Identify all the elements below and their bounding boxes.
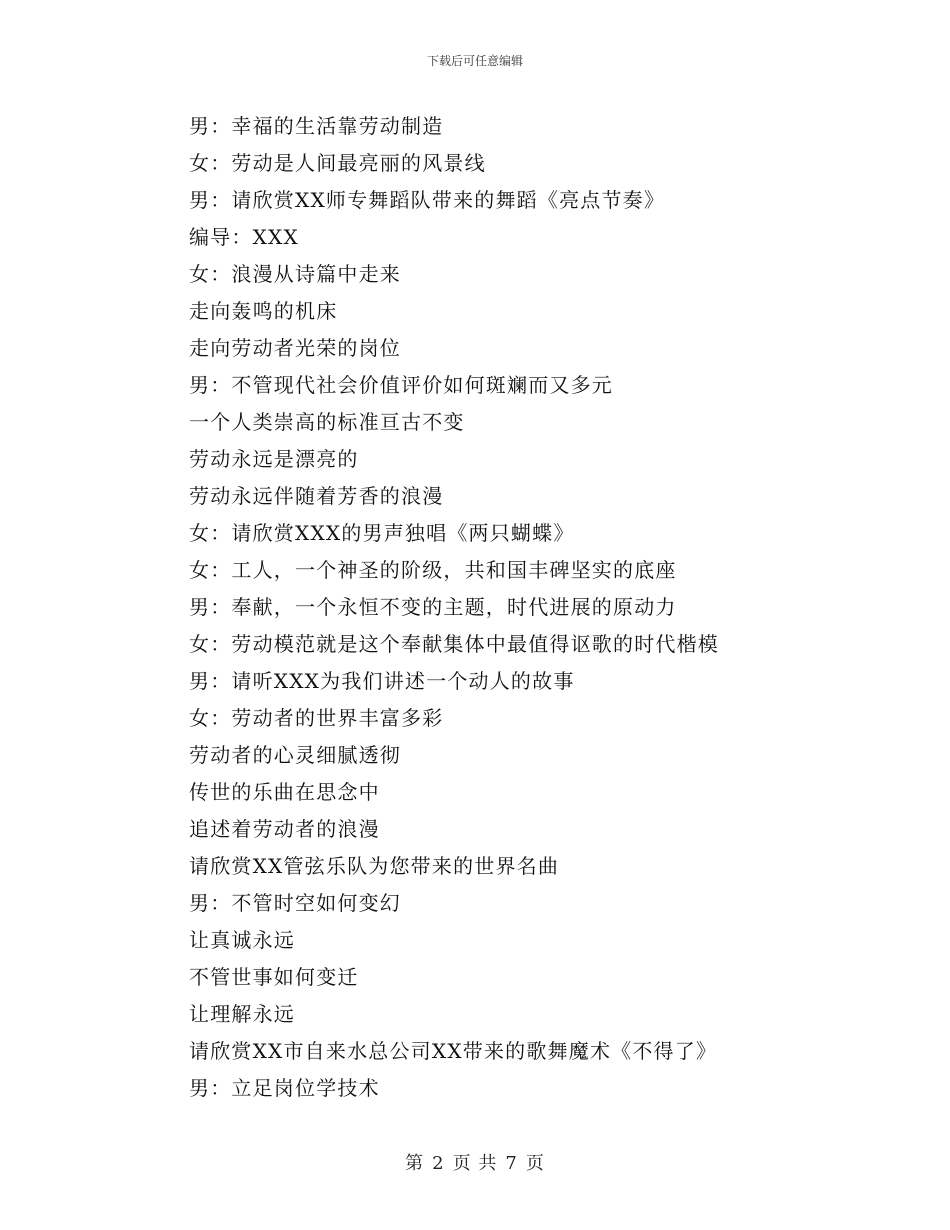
text-line: 一个人类崇高的标准亘古不变 [189, 410, 465, 434]
text-line: 走向劳动者光荣的岗位 [189, 336, 401, 360]
text-line: 男：请听XXX为我们讲述一个动人的故事 [189, 669, 575, 693]
text-line: 追述着劳动者的浪漫 [189, 817, 380, 841]
page-number-suffix: 页 [525, 1153, 545, 1174]
text-line: 女：浪漫从诗篇中走来 [189, 262, 401, 286]
page-number-current: 2 [432, 1153, 445, 1174]
text-line: 男：不管时空如何变幻 [189, 891, 401, 915]
page-number [0, 1152, 950, 1176]
text-line: 男：不管现代社会价值评价如何斑斓而又多元 [189, 373, 613, 397]
text-line: 请欣赏XX管弦乐队为您带来的世界名曲 [189, 854, 560, 878]
text-line: 女：劳动模范就是这个奉献集体中最值得讴歌的时代楷模 [189, 632, 719, 656]
text-line: 男：立足岗位学技术 [189, 1076, 380, 1100]
text-line: 劳动永远是漂亮的 [189, 447, 359, 471]
text-line: 请欣赏XX市自来水总公司XX带来的歌舞魔术《不得了》 [189, 1039, 718, 1063]
text-line: 女：工人，一个神圣的阶级，共和国丰碑坚实的底座 [189, 558, 677, 582]
text-line: 女：劳动者的世界丰富多彩 [189, 706, 444, 730]
text-line: 不管世事如何变迁 [189, 965, 359, 989]
text-line: 女：劳动是人间最亮丽的风景线 [189, 151, 486, 175]
text-line: 传世的乐曲在思念中 [189, 780, 380, 804]
text-line: 编导：XXX [189, 225, 299, 249]
text-line: 男：请欣赏XX师专舞蹈队带来的舞蹈《亮点节奏》 [189, 188, 666, 212]
page-number-middle: 页 共 [452, 1153, 498, 1174]
page-number-prefix: 第 [405, 1153, 425, 1174]
document-body [189, 108, 809, 1107]
text-line: 让真诚永远 [189, 928, 295, 952]
text-line: 女：请欣赏XXX的男声独唱《两只蝴蝶》 [189, 521, 575, 545]
text-line: 劳动者的心灵细腻透彻 [189, 743, 401, 767]
text-line: 走向轰鸣的机床 [189, 299, 338, 323]
page-number-total: 7 [505, 1153, 518, 1174]
text-line: 男：奉献，一个永恒不变的主题，时代进展的原动力 [189, 595, 677, 619]
text-line: 劳动永远伴随着芳香的浪漫 [189, 484, 444, 508]
text-line: 男：幸福的生活靠劳动制造 [189, 114, 444, 138]
page-header: 下载后可任意编辑 [426, 54, 523, 68]
text-line: 让理解永远 [189, 1002, 295, 1026]
